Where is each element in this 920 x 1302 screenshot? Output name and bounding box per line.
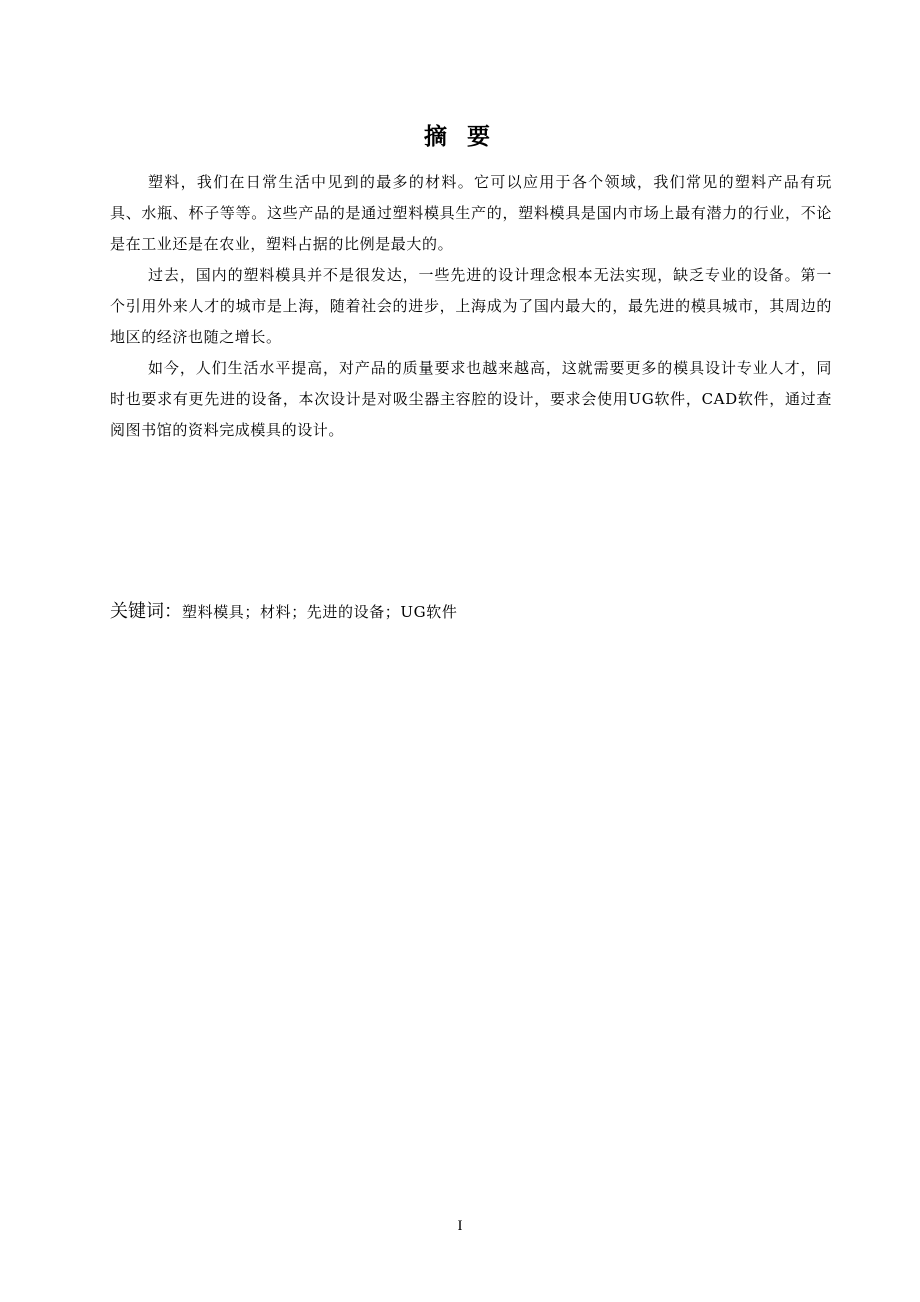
abstract-title: 摘 要 xyxy=(423,124,496,150)
abstract-body xyxy=(110,167,832,446)
abstract-paragraph-3: 如今，人们生活水平提高，对产品的质量要求也越来越高，这就需要更多的模具设计专业人才，同时也要求有更先进的设备，本次设计是对吸尘器主容腔的设计，要求会使用UG软件，CAD软件，通过查阅图书馆的资料完成模具的设计。 xyxy=(110,359,832,439)
page-number: I xyxy=(457,1218,463,1234)
keywords-value: 塑料模具；材料；先进的设备；UG软件 xyxy=(182,603,458,621)
abstract-paragraph-1: 塑料，我们在日常生活中见到的最多的材料。它可以应用于各个领域，我们常见的塑料产品有玩具、水瓶、杯子等等。这些产品的是通过塑料模具生产的，塑料模具是国内市场上最有潜力的行业，不论是在工业还是在农业，塑料占据的比例是最大的。 xyxy=(110,173,832,253)
keywords-line xyxy=(110,598,832,626)
keywords-label: 关键词： xyxy=(110,601,182,622)
abstract-paragraph-2: 过去，国内的塑料模具并不是很发达，一些先进的设计理念根本无法实现，缺乏专业的设备。第一个引用外来人才的城市是上海，随着社会的进步，上海成为了国内最大的，最先进的模具城市，其周边的地区的经济也随之增长。 xyxy=(110,266,832,346)
